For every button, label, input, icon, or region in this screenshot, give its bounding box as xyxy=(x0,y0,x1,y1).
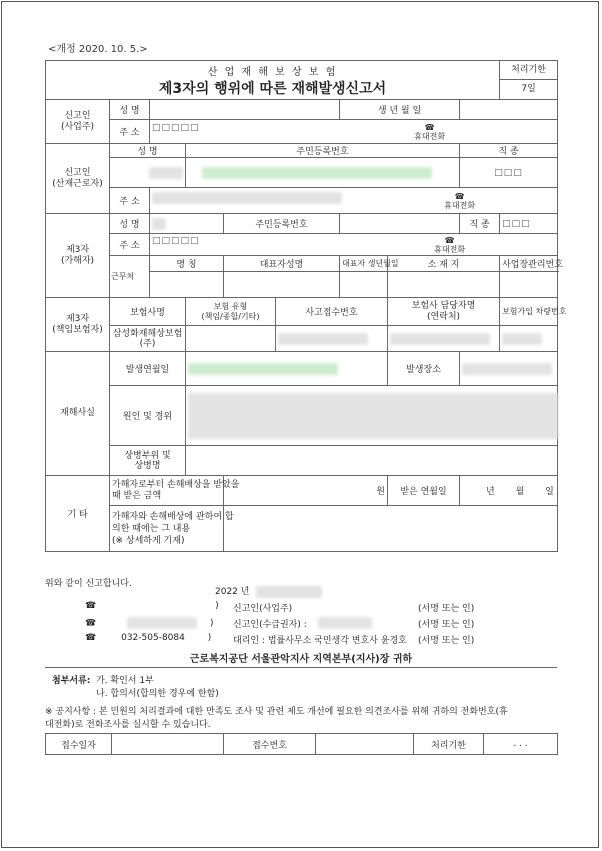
third-party-name-label: 성 명 xyxy=(110,214,150,234)
insurer-company-value[interactable]: 삼성화재해상보험 (주) xyxy=(110,326,186,352)
claimant-rrn-label: 주민등록번호 xyxy=(186,144,460,158)
receipt-date-value[interactable] xyxy=(112,734,224,755)
insurer-accident-no-label: 사고접수번호 xyxy=(276,298,388,326)
notice-text: ※ 공지사항 : 본 민원의 처리결과에 대한 만족도 조사 및 관련 제도 개선에 필요한 의견조사를 위해 귀하의 전화번호(휴 대전화)로 전화조사를 실시할 수 있습니다. xyxy=(45,707,508,730)
received-amount-value[interactable]: 원 xyxy=(224,476,388,506)
workplace-bizno-label: 사업장관리번호 xyxy=(500,256,558,272)
workplace-rep-label: 대표자성명 xyxy=(224,256,340,272)
workplace-name-value[interactable] xyxy=(150,272,224,298)
insurer-car-no-value[interactable] xyxy=(500,326,558,352)
claimant-role: 신고인(수급권자) : xyxy=(233,620,307,630)
third-party-address-label: 주 소 xyxy=(110,234,150,256)
processing-period: 처리기한 7일 xyxy=(500,61,558,100)
claimant-section-label: 신고인 (산재근로자) xyxy=(46,144,110,214)
third-party-mobile: ☎ 휴대전화 xyxy=(434,235,466,254)
declaration-date: 2022 년 xyxy=(215,584,322,598)
workplace-rep-value[interactable] xyxy=(224,272,340,298)
workplace-name-label: 명 칭 xyxy=(150,256,224,272)
declaration-statement: 위와 같이 신고합니다. xyxy=(45,579,132,589)
insurer-car-no-label: 보험가입 차량번호 xyxy=(500,298,558,326)
received-amount-label: 가해자로부터 손해배상을 받았을 때 받은 금액 xyxy=(110,476,224,506)
insurer-section-label: 제3자 (책임보험자) xyxy=(46,298,110,352)
third-party-address-value[interactable] xyxy=(150,234,558,256)
injury-label: 상병부위 및 상병명 xyxy=(110,446,186,476)
receipt-table xyxy=(45,733,558,755)
form-subtitle: 산 업 재 해 보 상 보 험 xyxy=(207,66,338,78)
accident-place-label: 발생장소 xyxy=(388,352,460,386)
insurer-type-value[interactable] xyxy=(186,326,276,352)
reporter-address-label: 주 소 xyxy=(110,120,150,144)
agreement-label: 가해자와 손해배상에 관하여 합 의한 때에는 그 내용 (※ 상세하게 기재) xyxy=(110,506,224,552)
phone-icon: ☎ xyxy=(85,618,97,629)
receipt-date-label: 접수일자 xyxy=(46,734,112,755)
report-form xyxy=(45,60,567,552)
workplace-label: 근무처 xyxy=(110,256,150,298)
phone-icon: ☎ xyxy=(85,633,97,643)
accident-place-value[interactable] xyxy=(460,352,558,386)
third-party-rrn-label: 주민등록번호 xyxy=(224,214,340,234)
workplace-location-label: 소 재 지 xyxy=(388,256,500,272)
agreement-value[interactable] xyxy=(224,506,558,552)
signature-row-claimant: ☎ ) xyxy=(85,618,214,629)
reporter-name-label: 성 명 xyxy=(110,100,150,120)
phone-icon: ☎ xyxy=(424,122,435,132)
attachment-item-2: 나. 합의서(합의한 경우에 한함) xyxy=(96,689,219,699)
employer-role: 신고인(사업주) xyxy=(233,604,293,614)
phone-icon: ☎ xyxy=(444,235,455,245)
claimant-rrn-value[interactable] xyxy=(186,158,460,188)
employer-sign[interactable]: (서명 또는 인) xyxy=(418,604,475,614)
reporter-section-label: 신고인 (사업주) xyxy=(46,100,110,144)
receipt-no-label: 접수번호 xyxy=(224,734,316,755)
injury-value[interactable] xyxy=(186,446,558,476)
reporter-birth-label: 생 년 월 일 xyxy=(340,100,460,120)
workplace-location-value[interactable] xyxy=(388,272,500,298)
accident-section-label: 재해사실 xyxy=(46,352,110,476)
divider xyxy=(45,667,557,668)
reporter-name-value[interactable] xyxy=(150,100,340,120)
reporter-birth-value[interactable] xyxy=(460,100,558,120)
attachment-item-1: 가. 확인서 1부 xyxy=(96,676,154,686)
form-title: 제3자의 행위에 따른 재해발생신고서 xyxy=(158,80,387,97)
accident-cause-value[interactable] xyxy=(186,386,558,446)
revision-note: <개정 2020. 10. 5.> xyxy=(48,44,148,55)
accident-cause-label: 원인 및 경위 xyxy=(110,386,186,446)
claimant-name-label: 성 명 xyxy=(110,144,186,158)
claimant-address-label: 주 소 xyxy=(110,188,150,214)
claimant-address-value[interactable] xyxy=(150,188,558,214)
claimant-mobile: ☎ 휴대전화 xyxy=(444,191,476,210)
workplace-rep-birth-label: 대표자 생년월일 xyxy=(340,256,388,272)
postcode-boxes: □□□□□ xyxy=(152,235,200,246)
insurer-manager-label: 보험사 담당자명 (연락처) xyxy=(388,298,500,326)
signature-row-employer: ☎ ) xyxy=(85,601,219,611)
insurer-accident-no-value[interactable] xyxy=(276,326,388,352)
third-party-section-label: 제3자 (가해자) xyxy=(46,214,110,298)
phone-icon: ☎ xyxy=(454,191,465,201)
reporter-mobile: ☎ 휴대전화 xyxy=(414,122,446,141)
claimant-job-value[interactable]: □□□ xyxy=(460,158,558,188)
third-party-job-value[interactable]: □□□ xyxy=(500,214,558,234)
agent-sign[interactable]: (서명 또는 인) xyxy=(418,636,475,646)
claimant-sign[interactable]: (서명 또는 인) xyxy=(418,620,475,630)
third-party-rrn-value[interactable] xyxy=(340,214,460,234)
deadline-label: 처리기한 xyxy=(414,734,484,755)
third-party-name-value[interactable] xyxy=(150,214,224,234)
received-date-value[interactable]: 년 월 일 xyxy=(460,476,558,506)
claimant-sign-blur xyxy=(318,617,372,629)
form-title-cell xyxy=(46,61,500,100)
reporter-address-value[interactable] xyxy=(150,120,558,144)
receipt-no-value[interactable] xyxy=(316,734,414,755)
accident-date-value[interactable] xyxy=(186,352,388,386)
other-section-label: 기 타 xyxy=(46,476,110,552)
agent-role: 대리인 : 법률사무소 국민생각 변호사 윤경호 xyxy=(233,636,407,646)
workplace-rep-birth-value[interactable] xyxy=(340,272,388,298)
workplace-bizno-value[interactable] xyxy=(500,272,558,298)
recipient-office: 근로복지공단 서울관악지사 지역본부(지사)장 귀하 xyxy=(189,654,413,665)
insurer-company-label: 보험사명 xyxy=(110,298,186,326)
signature-row-agent: ☎ 032-505-8084 ) xyxy=(85,633,212,643)
insurer-type-label: 보험 유형 (책임/종합/기타) xyxy=(186,298,276,326)
postcode-boxes: □□□□□ xyxy=(152,122,200,133)
third-party-job-label: 직 종 xyxy=(460,214,500,234)
insurer-manager-value[interactable] xyxy=(388,326,500,352)
attachments-label: 첨부서류: xyxy=(52,676,91,686)
claimant-name-value[interactable] xyxy=(110,158,186,188)
received-date-label: 받은 연월일 xyxy=(388,476,460,506)
claimant-job-label: 직 종 xyxy=(460,144,558,158)
phone-icon: ☎ xyxy=(85,601,97,611)
deadline-value[interactable]: . . . xyxy=(484,734,558,755)
accident-date-label: 발생연월일 xyxy=(110,352,186,386)
